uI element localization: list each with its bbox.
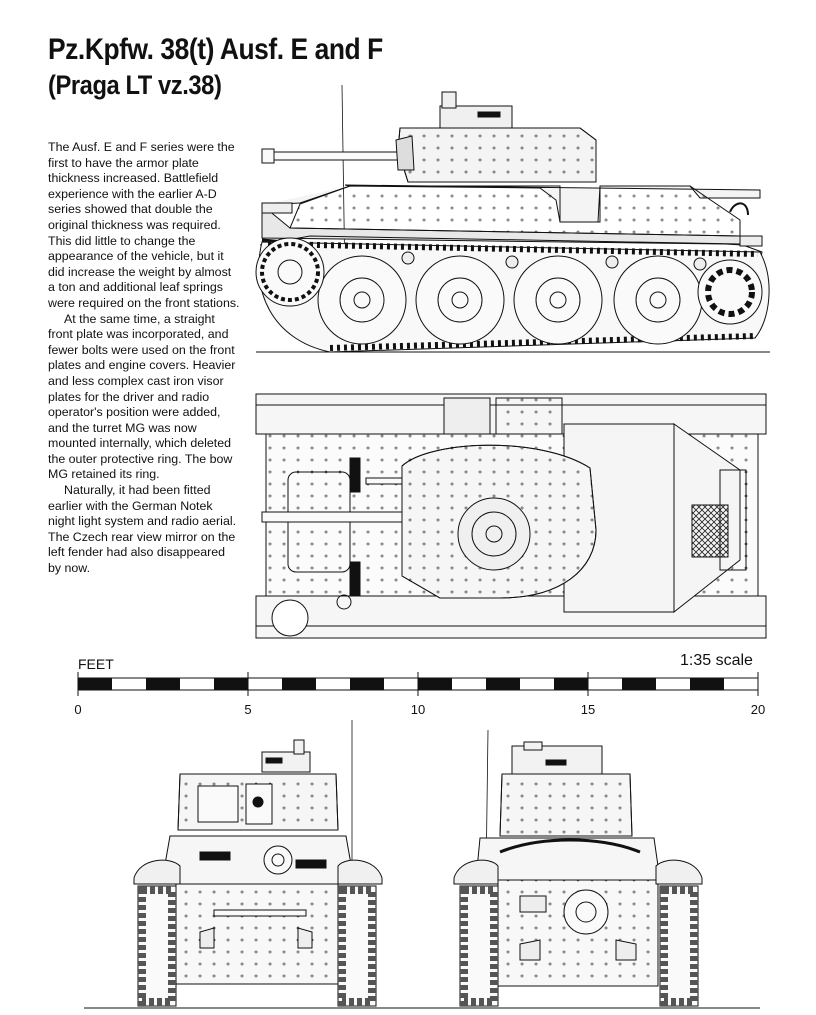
side-view <box>256 85 770 352</box>
rear-view <box>440 730 760 1008</box>
scale-tick-label: 15 <box>580 702 596 717</box>
scale-unit-label: FEET <box>78 656 114 672</box>
title-line-1: Pz.Kpfw. 38(t) Ausf. E and F <box>48 33 383 66</box>
scale-tick-label: 5 <box>244 702 252 717</box>
description-paragraph-3: Naturally, it had been fitted earlier with the German Notek night light system and radio aerial. The Czech rear view mirror on the left fender had also disappeared by now. <box>48 483 237 576</box>
scale-tick-label: 0 <box>74 702 82 717</box>
front-view <box>84 720 440 1008</box>
scale-tick-label: 20 <box>750 702 766 717</box>
scale-tick-label: 10 <box>410 702 426 717</box>
title-line-2: (Praga LT vz.38) <box>48 70 222 100</box>
description-paragraph-2: At the same time, a straight front plate was incorporated, and fewer bolts were used on the front plates and engine covers. Heavier and less complex cast iron visor plates for the driver and radio operator's position were added, and the turret MG was now mounted internally, which deleted the outer protective ring. The bow MG retained its ring. <box>48 311 236 482</box>
scale-ratio-label: 1:35 scale <box>680 652 753 669</box>
scale-bar <box>78 672 758 696</box>
top-view <box>256 394 766 638</box>
description-paragraph-1: The Ausf. E and F series were the first to have the armor plate thickness increased. Battlefield experience with the earlier A-D series showed that double the original thickness was required. This did little to change the appearance of the vehicle, but it did increase the weight by almost a ton and additional leaf springs were required on the front stations. <box>48 140 240 310</box>
